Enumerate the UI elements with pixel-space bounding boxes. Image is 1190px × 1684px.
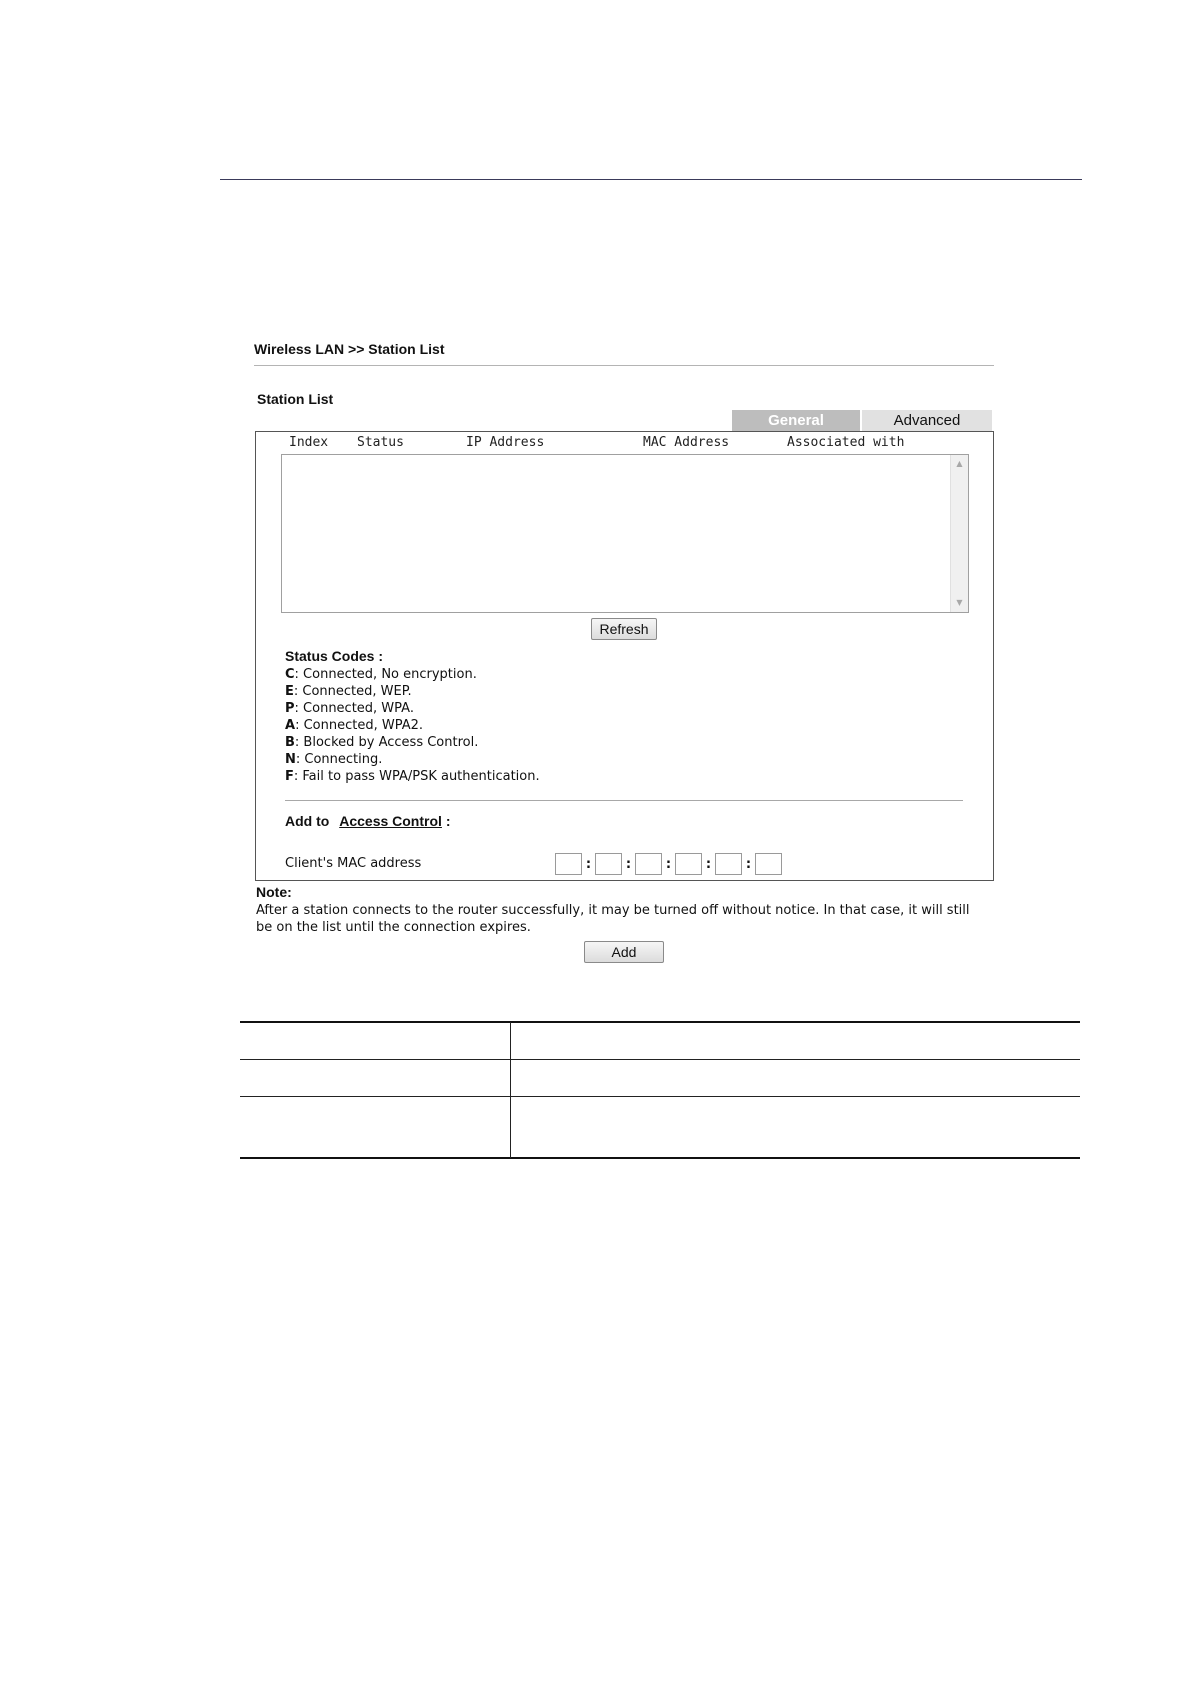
column-header-status: Status (357, 435, 404, 450)
table-rule (240, 1059, 1080, 1060)
section-title: Station List (257, 391, 334, 407)
column-header-mac-address: MAC Address (643, 435, 730, 450)
status-code-letter: B (285, 735, 295, 750)
mac-separator: : (665, 856, 672, 872)
breadcrumb-divider (254, 365, 994, 366)
status-code-text: : Connected, WPA2. (295, 718, 423, 733)
table-rule-top (240, 1021, 1080, 1023)
status-code-text: : Connected, WPA. (294, 701, 414, 716)
mac-address-label: Client's MAC address (285, 856, 422, 871)
note-title: Note: (256, 884, 292, 900)
status-code-item (285, 700, 540, 717)
add-to-colon: : (445, 813, 451, 829)
mac-octet-5-input[interactable] (715, 853, 742, 875)
station-list-box[interactable] (281, 454, 969, 613)
tab-general[interactable]: General (732, 410, 860, 431)
status-code-item (285, 768, 540, 785)
add-to-access-control (285, 813, 450, 829)
mac-separator: : (585, 856, 592, 872)
table-column-divider (510, 1022, 511, 1158)
mac-separator: : (625, 856, 632, 872)
status-code-item (285, 734, 540, 751)
column-header-associated-with: Associated with (787, 435, 905, 450)
mac-address-inputs (555, 853, 782, 875)
refresh-button[interactable]: Refresh (591, 618, 657, 640)
mac-separator: : (745, 856, 752, 872)
page-top-rule (220, 179, 1082, 180)
status-code-item (285, 751, 540, 768)
status-codes-list (285, 666, 540, 785)
table-rule-bottom (240, 1157, 1080, 1159)
scroll-up-arrow-icon[interactable]: ▲ (956, 459, 963, 468)
status-code-item (285, 683, 540, 700)
status-code-text: : Blocked by Access Control. (294, 735, 479, 750)
status-code-letter: E (285, 684, 294, 699)
add-button[interactable]: Add (584, 941, 664, 963)
status-code-text: : Connected, WEP. (293, 684, 412, 699)
table-rule (240, 1096, 1080, 1097)
tab-advanced[interactable]: Advanced (862, 410, 992, 431)
status-code-text: : Fail to pass WPA/PSK authentication. (293, 769, 540, 784)
status-code-letter: C (285, 667, 295, 682)
scroll-down-arrow-icon[interactable]: ▼ (956, 598, 963, 607)
status-code-item (285, 666, 540, 683)
description-table (240, 1021, 1080, 1159)
column-header-ip-address: IP Address (466, 435, 545, 450)
status-code-letter: F (285, 769, 294, 784)
mac-octet-6-input[interactable] (755, 853, 782, 875)
status-codes-divider (285, 800, 963, 801)
mac-octet-1-input[interactable] (555, 853, 582, 875)
status-code-item (285, 717, 540, 734)
breadcrumb: Wireless LAN >> Station List (254, 341, 445, 357)
status-code-letter: N (285, 752, 296, 767)
column-header-index: Index (289, 435, 329, 450)
mac-octet-4-input[interactable] (675, 853, 702, 875)
status-code-letter: P (285, 701, 295, 716)
station-list-scrollbar[interactable] (950, 455, 968, 612)
status-code-letter: A (285, 718, 296, 733)
note-text: After a station connects to the router successfully, it may be turned off without notice. In that case, it will still be on the list until the connection expires. (256, 903, 970, 935)
access-control-link[interactable]: Access Control (339, 813, 442, 829)
status-code-text: : Connecting. (295, 752, 383, 767)
status-code-text: : Connected, No encryption. (294, 667, 477, 682)
add-to-label: Add to (285, 813, 330, 829)
status-codes-title: Status Codes : (285, 648, 384, 664)
mac-octet-3-input[interactable] (635, 853, 662, 875)
mac-separator: : (705, 856, 712, 872)
mac-octet-2-input[interactable] (595, 853, 622, 875)
